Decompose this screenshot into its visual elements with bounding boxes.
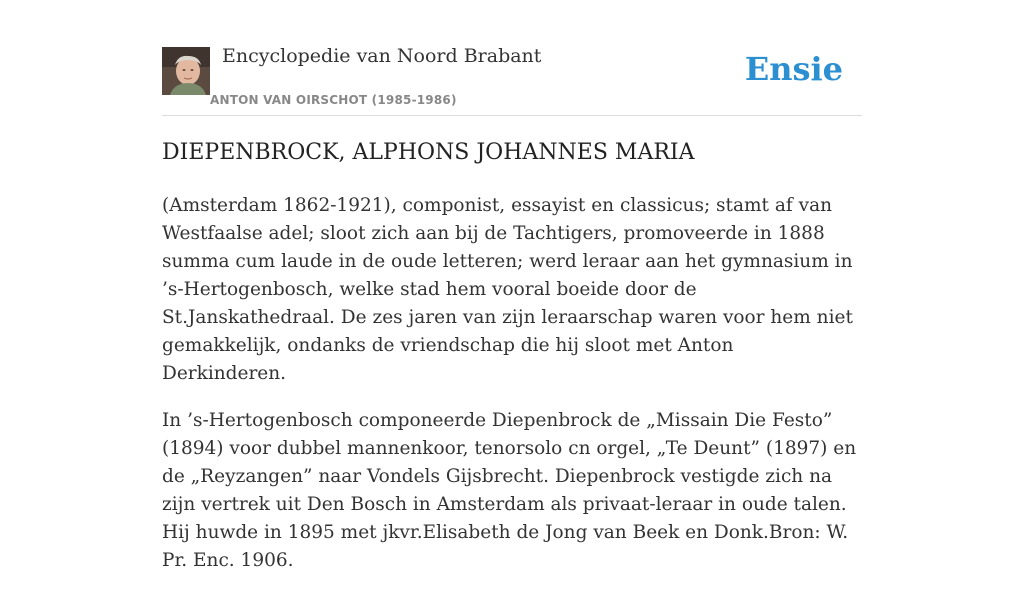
author-avatar[interactable] [162, 47, 210, 95]
article-body [162, 192, 862, 594]
source-title[interactable]: Encyclopedie van Noord Brabant [222, 45, 542, 67]
article-title: DIEPENBROCK, ALPHONS JOHANNES MARIA [162, 140, 695, 165]
article-paragraph: (Amsterdam 1862-1921), componist, essayist en classicus; stamt af van Westfaalse adel; sloot zich aan bij de Tachtigers, promoveerde in 1888 summa cum laude in de oude letteren; werd leraar aan het gymnasium in ’s-Hertogenbosch, welke stad hem vooral boeide door de St.Janskathedraal. De zes jaren van zijn leraarschap waren voor hem niet gemakkelijk, ondanks de vriendschap die hij sloot met Anton Derkinderen. [162, 195, 853, 384]
source-header [162, 44, 862, 116]
ensie-logo[interactable]: Ensie [744, 50, 843, 88]
portrait-icon [162, 47, 210, 95]
article-paragraph: In ’s-Hertogenbosch componeerde Diepenbrock de „Missain Die Festo” (1894) voor dubbel mannenkoor, tenorsolo cn orgel, „Te Deunt” (1897) en de „Reyzangen” naar Vondels Gijsbrecht. Diepenbrock vestigde zich na zijn vertrek uit Den Bosch in Amsterdam als privaat-leraar in oude talen. Hij huwde in 1895 met jkvr.Elisabeth de Jong van Beek en Donk.Bron: W. Pr. Enc. 1906. [162, 410, 857, 571]
source-author[interactable]: ANTON VAN OIRSCHOT (1985-1986) [210, 93, 457, 107]
